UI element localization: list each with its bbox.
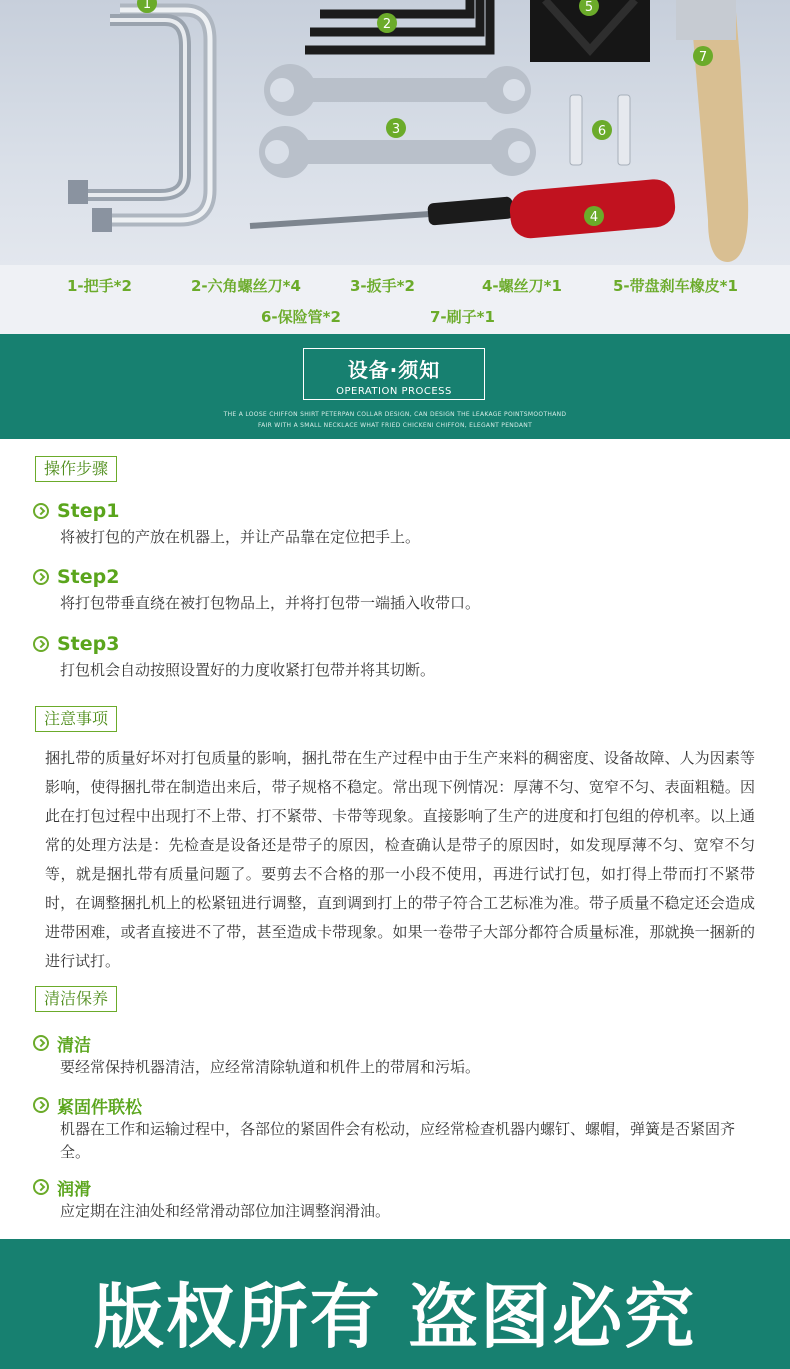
- section-header-band: [0, 334, 790, 439]
- legend-item: 6-保险管*2: [261, 308, 341, 326]
- svg-text:6: 6: [597, 124, 607, 139]
- handle-tool: [68, 10, 210, 232]
- legend-item: 5-带盘刹车橡皮*1: [613, 277, 738, 295]
- step-2-heading: [33, 565, 119, 589]
- svg-text:1: 1: [142, 0, 152, 12]
- brush: [676, 0, 748, 262]
- cleaning-tag: 清洁保养: [35, 986, 117, 1012]
- arrow-circle-icon: [33, 569, 49, 585]
- cleaning-desc: 应定期在注油处和经常滑动部位加注调整润滑油。: [60, 1202, 391, 1220]
- step-1-heading: [33, 499, 119, 523]
- tools-photo: [0, 0, 790, 265]
- svg-text:5: 5: [584, 0, 594, 15]
- arrow-circle-icon: [33, 1179, 49, 1195]
- cleaning-desc: 要经常保持机器清洁，应经常清除轨道和机件上的带屑和污垢。: [60, 1058, 481, 1076]
- legend-item: 7-刷子*1: [430, 308, 495, 326]
- cleaning-2-heading: [33, 1093, 142, 1117]
- cleaning-title: 润滑: [57, 1179, 91, 1200]
- legend-item: 3-扳手*2: [350, 277, 415, 295]
- cleaning-3-heading: [33, 1175, 91, 1199]
- marker-2: [377, 13, 397, 33]
- step-title: Step2: [57, 566, 120, 588]
- cleaning-desc: 机器在工作和运输过程中，各部位的紧固件会有松动，应经常检查机器内螺钉、螺帽，弹簧是否紧固齐全。: [60, 1120, 736, 1161]
- tools-legend: [0, 265, 790, 334]
- tools-illustration: [0, 0, 790, 265]
- marker-6: [592, 120, 612, 140]
- page-title: 设备·须知: [347, 358, 441, 382]
- notice-text: 捆扎带的质量好坏对打包质量的影响，捆扎带在生产过程中由于生产来料的稠密度、设备故障、人为因素等影响，使得捆扎带在制造出来后，带子规格不稳定。常出现下例情况：厚薄不匀、宽窄不匀、表面粗糙。因此在打包过程中出现打不上带、打不紧带、卡带等现象。直接影响了生产的进度和打包组的停机率。以上通常的处理方法是：先检查是设备还是带子的原因，检查确认是带子的原因时，如发现厚薄不匀、宽窄不匀等，就是捆扎带有质量问题了。要剪去不合格的那一小段不使用，再进行试打包，如打得上带而打不紧带时，在调整捆扎机上的松紧钮进行调整，直到调到打上的带子符合工艺标准为准。带子质量不稳定还会造成进带困难，或者直接进不了带，甚至造成卡带现象。如果一卷带子大部分都符合质量标准，那就换一捆新的进行试打。: [45, 749, 755, 970]
- decor-subline-2: FAIR WITH A SMALL NECKLACE WHAT FRIED CHICKENI CHIFFON, ELEGANT PENDANT: [257, 422, 533, 429]
- title-box: [303, 348, 485, 400]
- svg-text:4: 4: [589, 210, 599, 225]
- step-3-heading: [33, 632, 119, 656]
- arrow-circle-icon: [33, 1035, 49, 1051]
- step-desc: 打包机会自动按照设置好的力度收紧打包带并将其切断。: [60, 661, 436, 679]
- operation-tag: 操作步骤: [35, 456, 117, 482]
- step-title: Step1: [57, 500, 120, 522]
- step-desc: 将打包带垂直绕在被打包物品上，并将打包带一端插入收带口。: [60, 594, 481, 612]
- legend-item: 2-六角螺丝刀*4: [191, 277, 301, 295]
- legend-item: 1-把手*2: [67, 277, 132, 295]
- copyright-band: [0, 1239, 790, 1369]
- marker-7: [693, 46, 713, 66]
- marker-4: [584, 206, 604, 226]
- decor-subline-1: THE A LOOSE CHIFFON SHIRT PETERPAN COLLAR DESIGN, CAN DESIGN THE LEAKAGE POINTSMOOTHAND: [223, 411, 567, 418]
- cleaning-title: 紧固件联松: [57, 1097, 142, 1118]
- arrow-circle-icon: [33, 1097, 49, 1113]
- step-desc: 将被打包的产放在机器上，并让产品靠在定位把手上。: [60, 528, 421, 546]
- svg-text:2: 2: [382, 17, 392, 32]
- arrow-circle-icon: [33, 636, 49, 652]
- marker-3: [386, 118, 406, 138]
- notice-tag: 注意事项: [35, 706, 117, 732]
- cleaning-title: 清洁: [57, 1035, 91, 1056]
- hex-keys: [305, 0, 490, 50]
- cleaning-1-heading: [33, 1031, 91, 1055]
- page-subtitle: OPERATION PROCESS: [336, 386, 452, 397]
- legend-item: 4-螺丝刀*1: [482, 277, 562, 295]
- step-title: Step3: [57, 633, 120, 655]
- arrow-circle-icon: [33, 503, 49, 519]
- svg-text:7: 7: [698, 50, 708, 65]
- screwdriver: [250, 178, 677, 240]
- copyright-text: 版权所有 盗图必究: [93, 1276, 697, 1358]
- svg-text:3: 3: [391, 122, 401, 137]
